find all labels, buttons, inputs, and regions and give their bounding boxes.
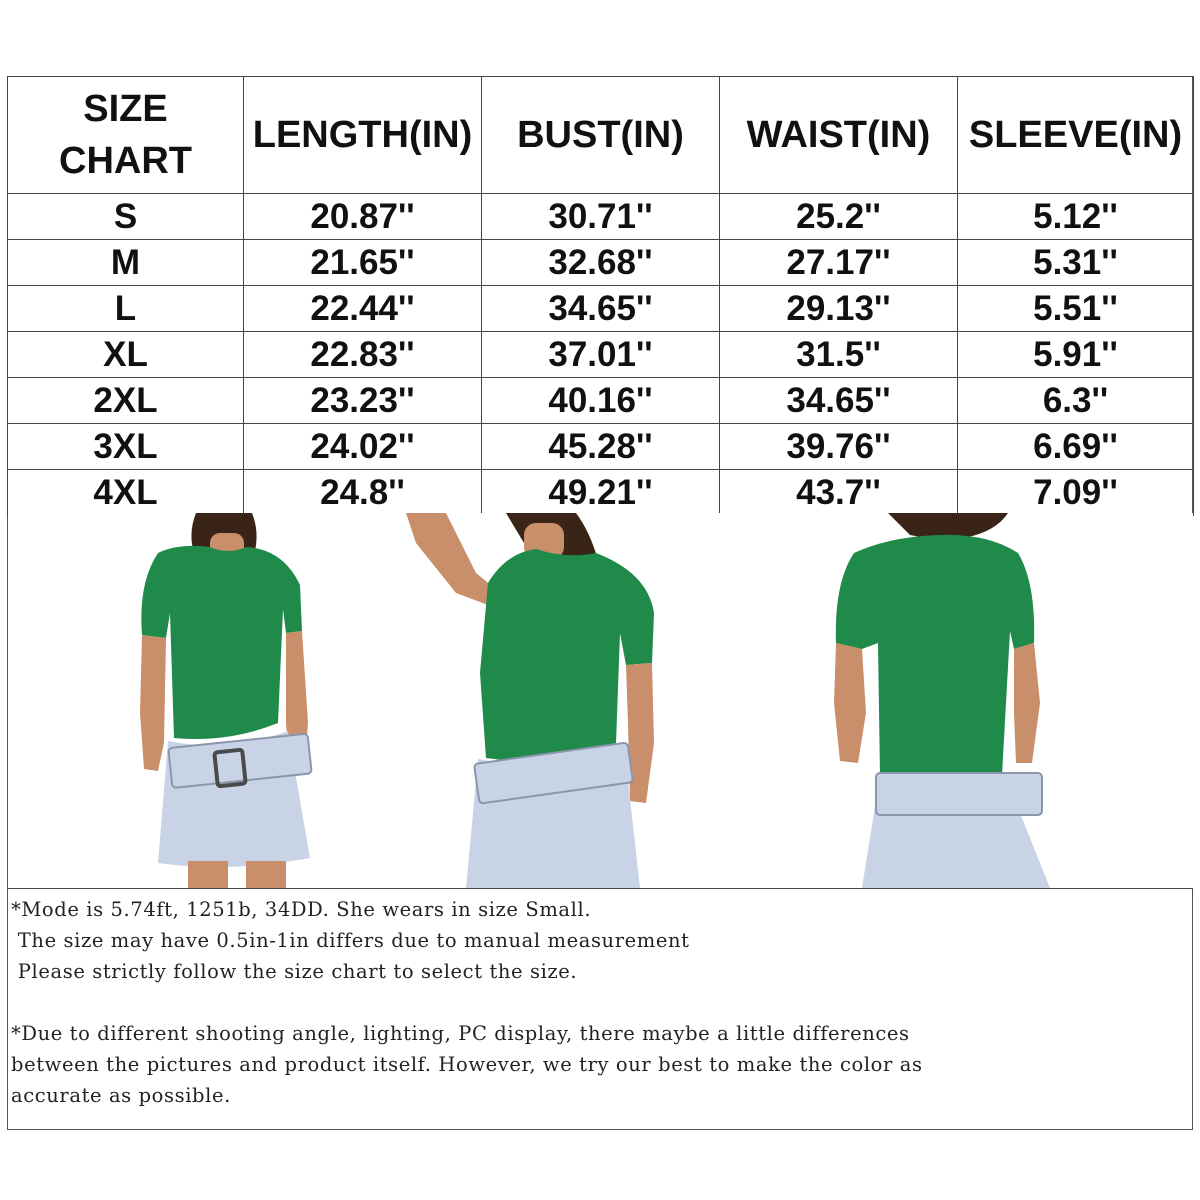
size-cell: XL (8, 332, 244, 378)
length-cell: 20.87'' (244, 194, 482, 240)
sleeve-cell: 6.69'' (958, 424, 1194, 470)
table-row (8, 240, 1194, 286)
sleeve-cell: 7.09'' (958, 470, 1194, 516)
sleeve-cell: 6.3'' (958, 378, 1194, 424)
waist-cell: 43.7'' (720, 470, 958, 516)
sleeve-cell: 5.12'' (958, 194, 1194, 240)
model-front-illustration (118, 513, 328, 888)
size-chart-table (7, 76, 1194, 516)
header-size-chart: SIZE CHART (8, 77, 244, 194)
table-row (8, 424, 1194, 470)
waist-cell: 31.5'' (720, 332, 958, 378)
length-cell: 24.8'' (244, 470, 482, 516)
header-length: LENGTH(IN) (244, 77, 482, 194)
bust-cell: 49.21'' (482, 470, 720, 516)
note-color-disclaimer-2: between the pictures and product itself. However, we try our best to make the color as (11, 1053, 923, 1076)
waist-cell: 25.2'' (720, 194, 958, 240)
bust-cell: 34.65'' (482, 286, 720, 332)
length-cell: 21.65'' (244, 240, 482, 286)
size-cell: L (8, 286, 244, 332)
sleeve-cell: 5.51'' (958, 286, 1194, 332)
bust-cell: 45.28'' (482, 424, 720, 470)
header-bust: BUST(IN) (482, 77, 720, 194)
table-row (8, 470, 1194, 516)
model-photo-back (818, 513, 1058, 888)
sleeve-cell: 5.91'' (958, 332, 1194, 378)
size-cell: 3XL (8, 424, 244, 470)
table-row (8, 286, 1194, 332)
note-color-disclaimer: *Due to different shooting angle, lighting, PC display, there maybe a little differences (11, 1022, 910, 1045)
table-row (8, 378, 1194, 424)
table-row (8, 194, 1194, 240)
waist-cell: 39.76'' (720, 424, 958, 470)
note-model-info: *Mode is 5.74ft, 1251b, 34DD. She wears in size Small. (11, 898, 592, 921)
bust-cell: 37.01'' (482, 332, 720, 378)
size-cell: S (8, 194, 244, 240)
bust-cell: 30.71'' (482, 194, 720, 240)
bust-cell: 32.68'' (482, 240, 720, 286)
note-color-disclaimer-3: accurate as possible. (11, 1084, 231, 1107)
model-side-illustration (406, 513, 666, 888)
model-back-illustration (818, 513, 1058, 888)
waist-cell: 27.17'' (720, 240, 958, 286)
length-cell: 24.02'' (244, 424, 482, 470)
note-spacer (11, 987, 1189, 1018)
size-cell: M (8, 240, 244, 286)
length-cell: 22.83'' (244, 332, 482, 378)
note-measurement: The size may have 0.5in-1in differs due to manual measurement (11, 929, 690, 952)
model-photo-front (118, 513, 328, 888)
size-cell: 2XL (8, 378, 244, 424)
table-row (8, 332, 1194, 378)
bust-cell: 40.16'' (482, 378, 720, 424)
waist-cell: 34.65'' (720, 378, 958, 424)
size-cell: 4XL (8, 470, 244, 516)
model-photo-side (406, 513, 666, 888)
note-follow-chart: Please strictly follow the size chart to select the size. (11, 960, 578, 983)
table-header-row (8, 77, 1194, 194)
size-notes (11, 894, 1189, 1111)
header-sleeve: SLEEVE(IN) (958, 77, 1194, 194)
model-photos (8, 513, 1193, 889)
waist-cell: 29.13'' (720, 286, 958, 332)
sleeve-cell: 5.31'' (958, 240, 1194, 286)
length-cell: 23.23'' (244, 378, 482, 424)
length-cell: 22.44'' (244, 286, 482, 332)
header-waist: WAIST(IN) (720, 77, 958, 194)
